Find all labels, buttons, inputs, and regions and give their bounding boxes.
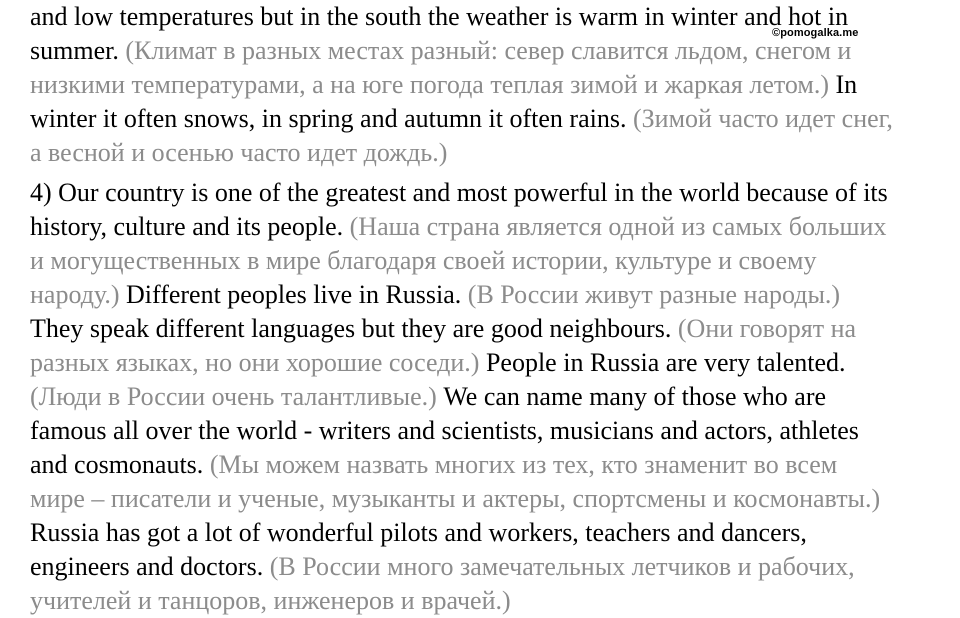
text-line [30, 210, 935, 244]
russian-translation: (В России много замечательных летчиков и рабочих, [269, 552, 855, 581]
text-line [30, 346, 935, 380]
text-line [30, 244, 935, 278]
text-line [30, 68, 935, 102]
russian-translation: низкими температурами, а на юге погода теплая зимой и жаркая летом.) [30, 70, 829, 99]
russian-translation: (Климат в разных местах разный: север славится льдом, снегом и [125, 36, 852, 65]
english-text: 4) Our country is one of the greatest and most powerful in the world because of its [30, 178, 888, 207]
text-line [30, 278, 935, 312]
russian-translation: (Наша страна является одной из самых больших [349, 212, 887, 241]
english-text: Different peoples live in Russia. [119, 280, 468, 309]
russian-translation: учителей и танцоров, инженеров и врачей.) [30, 586, 511, 615]
watermark: ©pomogalka.me [772, 27, 859, 39]
text-line [30, 34, 935, 68]
english-text: winter it often snows, in spring and autumn it often rains. [30, 104, 633, 133]
document-text [30, 0, 935, 618]
english-text: history, culture and its people. [30, 212, 350, 241]
text-line [30, 380, 935, 414]
text-line [30, 414, 935, 448]
text-line [30, 516, 935, 550]
russian-translation: разных языках, но они хорошие соседи.) [30, 348, 480, 377]
english-text: and low temperatures but in the south the weather is warm in winter and hot in [30, 2, 849, 31]
text-line [30, 312, 935, 346]
english-text: People in Russia are very talented. [479, 348, 846, 377]
text-line [30, 584, 935, 618]
russian-translation: (Они говорят на [677, 314, 857, 343]
russian-translation: народу.) [30, 280, 120, 309]
english-text: Russia has got a lot of wonderful pilots and workers, teachers and dancers, [30, 518, 807, 547]
russian-translation: (Люди в России очень талантливые.) [30, 382, 437, 411]
russian-translation: и могущественных в мире благодаря своей истории, культуре и своему [30, 246, 817, 275]
russian-translation: мире – писатели и ученые, музыканты и актеры, спортсмены и космонавты.) [30, 484, 881, 513]
text-line [30, 550, 935, 584]
text-line [30, 448, 935, 482]
russian-translation: (Мы можем назвать многих из тех, кто знаменит во всем [209, 450, 838, 479]
text-line [30, 482, 935, 516]
english-text: In [829, 70, 858, 99]
russian-translation: (Зимой часто идет снег, [632, 104, 893, 133]
english-text: They speak different languages but they are good neighbours. [30, 314, 678, 343]
english-text: We can name many of those who are [436, 382, 827, 411]
text-line [30, 136, 935, 170]
english-text: engineers and doctors. [30, 552, 270, 581]
russian-translation: (В России живут разные народы.) [467, 280, 841, 309]
text-line [30, 102, 935, 136]
english-text: summer. [30, 36, 126, 65]
english-text: and cosmonauts. [30, 450, 210, 479]
russian-translation: а весной и осенью часто идет дождь.) [30, 138, 448, 167]
english-text: famous all over the world - writers and scientists, musicians and actors, athletes [30, 416, 859, 445]
text-line [30, 176, 935, 210]
